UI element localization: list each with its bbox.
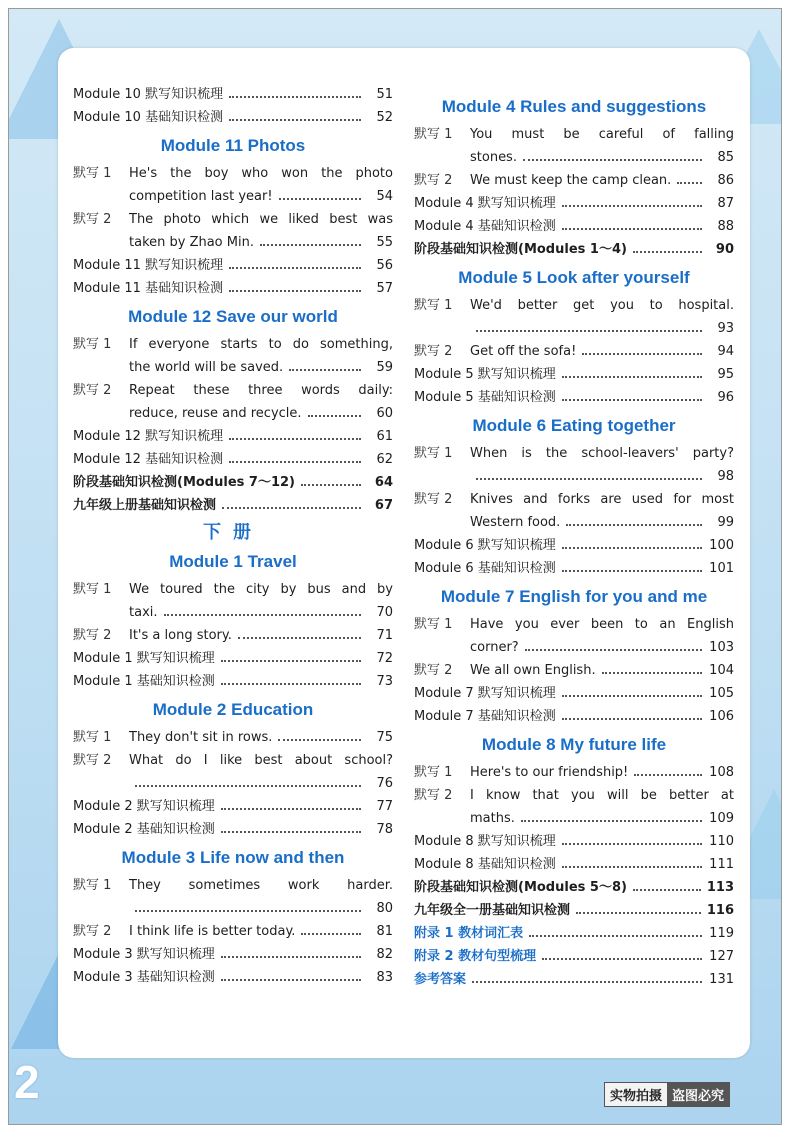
toc-entry[interactable] <box>414 169 734 192</box>
leader-dots <box>562 376 702 378</box>
leader-dots <box>562 547 702 549</box>
entry-label: 默写 2 <box>414 663 453 678</box>
leader-dots <box>562 695 702 697</box>
toc-entry[interactable] <box>414 557 734 580</box>
entry-title: 九年级上册基础知识检测 <box>73 498 217 513</box>
leader-dots <box>562 228 702 230</box>
leader-dots <box>229 290 361 292</box>
module-heading: Module 1 Travel <box>169 552 297 571</box>
leader-dots <box>634 774 702 776</box>
toc-entry[interactable] <box>73 670 393 693</box>
entry-title: Module 2 基础知识检测 <box>73 822 215 837</box>
module-heading: Module 7 English for you and me <box>440 587 708 606</box>
leader-dots <box>521 820 702 822</box>
page-ref: 64 <box>374 475 393 490</box>
page-ref: 62 <box>376 452 393 467</box>
page-ref: 98 <box>717 469 734 484</box>
entry-label: 默写 1 <box>73 166 112 181</box>
entry-title: Western food. <box>470 515 561 530</box>
page-ref: 93 <box>717 321 734 336</box>
leader-dots <box>529 935 702 937</box>
page-ref: 111 <box>709 857 734 872</box>
entry-title: Module 10 基础知识检测 <box>73 110 224 125</box>
leader-dots <box>542 958 702 960</box>
entry-title: They don't sit in rows. <box>129 730 273 745</box>
leader-dots <box>221 683 361 685</box>
toc-entry[interactable] <box>73 471 393 494</box>
page-ref: 67 <box>374 498 393 513</box>
volume-heading: 下册 <box>203 522 263 543</box>
entry-title: stones. <box>470 150 517 165</box>
page-ref: 51 <box>376 87 393 102</box>
toc-left-column <box>73 83 393 989</box>
toc-entry[interactable] <box>414 238 734 261</box>
leader-dots <box>562 570 702 572</box>
page-ref: 81 <box>376 924 393 939</box>
entry-title: Module 1 默写知识梳理 <box>73 651 215 666</box>
page-ref: 95 <box>717 367 734 382</box>
entry-label: 默写 2 <box>414 173 453 188</box>
toc-entry[interactable] <box>73 795 393 818</box>
page-ref: 101 <box>709 561 734 576</box>
entry-title: What do I like best about school? <box>129 753 393 768</box>
page-ref: 96 <box>717 390 734 405</box>
page-ref: 99 <box>717 515 734 530</box>
toc-entry[interactable] <box>73 254 393 277</box>
toc-entry[interactable] <box>414 853 734 876</box>
entry-title: He's the boy who won the photo <box>129 166 393 181</box>
module-heading: Module 8 My future life <box>481 735 667 754</box>
entry-label: 默写 2 <box>73 383 112 398</box>
entry-title: You must be careful of falling <box>470 127 734 142</box>
entry-title: Knives and forks are used for most <box>470 492 734 507</box>
entry-label: 默写 1 <box>414 298 453 313</box>
toc-entry[interactable] <box>414 340 734 363</box>
page-ref: 109 <box>709 811 734 826</box>
entry-title: Module 8 基础知识检测 <box>414 857 556 872</box>
module-heading: Module 12 Save our world <box>128 307 338 326</box>
leader-dots <box>278 739 361 741</box>
entry-title: 参考答案 <box>414 972 467 987</box>
entry-title: maths. <box>470 811 515 826</box>
toc-entry[interactable] <box>73 578 393 624</box>
page-ref: 56 <box>376 258 393 273</box>
page-ref: 131 <box>709 972 734 987</box>
leader-dots <box>633 251 702 253</box>
leader-dots <box>677 182 702 184</box>
entry-label: 默写 2 <box>414 492 453 507</box>
page-ref: 108 <box>709 765 734 780</box>
page-ref: 127 <box>709 949 734 964</box>
page-ref: 100 <box>709 538 734 553</box>
toc-entry[interactable] <box>73 920 393 943</box>
leader-dots <box>135 785 361 787</box>
entry-title: It's a long story. <box>129 628 232 643</box>
module-heading: Module 3 Life now and then <box>121 848 345 867</box>
entry-label: 默写 1 <box>73 878 112 893</box>
entry-title: the world will be saved. <box>129 360 284 375</box>
page-ref: 80 <box>376 901 393 916</box>
toc-entry[interactable] <box>414 534 734 557</box>
page-ref: 55 <box>376 235 393 250</box>
module-heading: Module 11 Photos <box>160 136 306 155</box>
leader-dots <box>602 672 702 674</box>
page-ref: 57 <box>376 281 393 296</box>
entry-title: Have you ever been to an English <box>470 617 734 632</box>
entry-title: taken by Zhao Min. <box>129 235 254 250</box>
leader-dots <box>562 205 702 207</box>
entry-title: taxi. <box>129 605 158 620</box>
page-ref: 77 <box>376 799 393 814</box>
watermark-stamp <box>604 1082 730 1107</box>
toc-entry[interactable] <box>73 448 393 471</box>
toc-entry[interactable] <box>73 966 393 989</box>
toc-right-column <box>414 90 734 991</box>
page-ref: 82 <box>376 947 393 962</box>
entry-title: Module 5 默写知识梳理 <box>414 367 556 382</box>
leader-dots <box>562 866 702 868</box>
entry-label: 默写 2 <box>73 753 112 768</box>
entry-title: reduce, reuse and recycle. <box>129 406 302 421</box>
entry-title: Module 10 默写知识梳理 <box>73 87 224 102</box>
leader-dots <box>308 415 361 417</box>
leader-dots <box>222 507 361 509</box>
leader-dots <box>562 399 702 401</box>
toc-entry[interactable] <box>414 488 734 534</box>
entry-title: Module 7 基础知识检测 <box>414 709 556 724</box>
leader-dots <box>135 910 361 912</box>
entry-label: 默写 2 <box>73 212 112 227</box>
toc-entry[interactable] <box>73 208 393 254</box>
leader-dots <box>525 649 702 651</box>
leader-dots <box>221 808 361 810</box>
toc-entry[interactable] <box>414 945 734 968</box>
entry-title: 阶段基础知识检测(Modules 7～12) <box>73 475 295 490</box>
entry-title: Module 8 默写知识梳理 <box>414 834 556 849</box>
entry-title: Repeat these three words daily: <box>129 383 393 398</box>
leader-dots <box>301 933 361 935</box>
entry-title: The photo which we liked best was <box>129 212 393 227</box>
entry-title: 九年级全一册基础知识检测 <box>414 903 571 918</box>
leader-dots <box>562 718 702 720</box>
page-ref: 72 <box>376 651 393 666</box>
leader-dots <box>279 198 361 200</box>
toc-entry[interactable] <box>73 83 393 106</box>
toc-entry[interactable] <box>414 899 734 922</box>
page-ref: 105 <box>709 686 734 701</box>
toc-entry[interactable] <box>414 784 734 830</box>
page-ref: 94 <box>717 344 734 359</box>
page-ref: 103 <box>709 640 734 655</box>
toc-entry[interactable] <box>414 876 734 899</box>
entry-title: Module 5 基础知识检测 <box>414 390 556 405</box>
entry-label: 默写 1 <box>414 617 453 632</box>
toc-entry[interactable] <box>414 613 734 659</box>
entry-title: 附录 1 教材词汇表 <box>414 926 524 941</box>
page-ref: 106 <box>709 709 734 724</box>
leader-dots <box>566 524 702 526</box>
leader-dots <box>221 831 361 833</box>
toc-entry[interactable] <box>414 761 734 784</box>
page-ref: 59 <box>376 360 393 375</box>
toc-entry[interactable] <box>73 943 393 966</box>
toc-entry[interactable] <box>414 968 734 991</box>
leader-dots <box>472 981 702 983</box>
toc-entry[interactable] <box>414 294 734 340</box>
leader-dots <box>229 119 361 121</box>
entry-title: Module 6 基础知识检测 <box>414 561 556 576</box>
leader-dots <box>523 159 702 161</box>
leader-dots <box>238 637 361 639</box>
entry-title: Module 7 默写知识梳理 <box>414 686 556 701</box>
entry-label: 默写 2 <box>73 628 112 643</box>
entry-title: Module 11 基础知识检测 <box>73 281 224 296</box>
leader-dots <box>476 330 702 332</box>
stamp-left-text: 实物拍摄 <box>605 1083 667 1106</box>
entry-title: We'd better get you to hospital. <box>470 298 734 313</box>
entry-title: We must keep the camp clean. <box>470 173 672 188</box>
page-ref: 87 <box>717 196 734 211</box>
leader-dots <box>476 478 702 480</box>
toc-entry[interactable] <box>73 818 393 841</box>
leader-dots <box>229 267 361 269</box>
toc-entry[interactable] <box>73 106 393 129</box>
module-heading: Module 6 Eating together <box>472 416 676 435</box>
entry-label: 默写 1 <box>73 582 112 597</box>
entry-title: Module 4 基础知识检测 <box>414 219 556 234</box>
entry-title: Module 6 默写知识梳理 <box>414 538 556 553</box>
toc-entry[interactable] <box>414 922 734 945</box>
page-ref: 73 <box>376 674 393 689</box>
page-ref: 52 <box>376 110 393 125</box>
toc-entry[interactable] <box>73 333 393 379</box>
entry-title: Module 11 默写知识梳理 <box>73 258 224 273</box>
entry-title: I think life is better today. <box>129 924 296 939</box>
toc-entry[interactable] <box>414 215 734 238</box>
page-ref: 110 <box>709 834 734 849</box>
entry-title: Get off the sofa! <box>470 344 577 359</box>
page-ref: 54 <box>376 189 393 204</box>
entry-title: 附录 2 教材句型梳理 <box>414 949 537 964</box>
page-ref: 61 <box>376 429 393 444</box>
entry-label: 默写 2 <box>414 788 453 803</box>
toc-entry[interactable] <box>73 162 393 208</box>
leader-dots <box>229 461 361 463</box>
page-ref: 90 <box>715 242 734 257</box>
toc-entry[interactable] <box>73 277 393 300</box>
toc-entry[interactable] <box>73 425 393 448</box>
entry-label: 默写 1 <box>414 127 453 142</box>
page-ref: 88 <box>717 219 734 234</box>
entry-label: 默写 1 <box>73 730 112 745</box>
entry-title: Module 4 默写知识梳理 <box>414 196 556 211</box>
page-ref: 60 <box>376 406 393 421</box>
entry-title: Module 2 默写知识梳理 <box>73 799 215 814</box>
leader-dots <box>164 614 361 616</box>
leader-dots <box>229 438 361 440</box>
leader-dots <box>221 956 361 958</box>
leader-dots <box>576 912 701 914</box>
toc-entry[interactable] <box>414 659 734 682</box>
page-ref: 85 <box>717 150 734 165</box>
page-ref: 70 <box>376 605 393 620</box>
leader-dots <box>221 979 361 981</box>
entry-title: When is the school-leavers' party? <box>470 446 734 461</box>
entry-label: 默写 1 <box>73 337 112 352</box>
entry-title: They sometimes work harder. <box>129 878 393 893</box>
toc-entry[interactable] <box>414 123 734 169</box>
entry-label: 默写 1 <box>414 765 453 780</box>
toc-entry[interactable] <box>73 379 393 425</box>
entry-title: Module 12 基础知识检测 <box>73 452 224 467</box>
leader-dots <box>562 843 702 845</box>
leader-dots <box>229 96 361 98</box>
leader-dots <box>221 660 361 662</box>
leader-dots <box>289 369 361 371</box>
page-ref: 116 <box>706 903 734 918</box>
toc-entry[interactable] <box>73 874 393 920</box>
stamp-right-text: 盗图必究 <box>667 1083 729 1106</box>
toc-entry[interactable] <box>73 494 393 517</box>
page-ref: 119 <box>709 926 734 941</box>
page-ref: 76 <box>376 776 393 791</box>
entry-title: 阶段基础知识检测(Modules 5～8) <box>414 880 627 895</box>
toc-entry[interactable] <box>414 386 734 409</box>
leader-dots <box>633 889 701 891</box>
leader-dots <box>260 244 361 246</box>
entry-title: corner? <box>470 640 519 655</box>
leader-dots <box>582 353 702 355</box>
page-number: 2 <box>14 1056 40 1108</box>
module-heading: Module 4 Rules and suggestions <box>441 97 707 116</box>
entry-title: I know that you will be better at <box>470 788 734 803</box>
toc-entry[interactable] <box>414 830 734 853</box>
page-ref: 104 <box>709 663 734 678</box>
page-ref: 83 <box>376 970 393 985</box>
entry-label: 默写 2 <box>73 924 112 939</box>
page-ref: 71 <box>376 628 393 643</box>
page-ref: 75 <box>376 730 393 745</box>
toc-entry[interactable] <box>414 442 734 488</box>
toc-entry[interactable] <box>414 363 734 386</box>
page-ref: 78 <box>376 822 393 837</box>
entry-title: Module 12 默写知识梳理 <box>73 429 224 444</box>
toc-entry[interactable] <box>414 192 734 215</box>
entry-title: 阶段基础知识检测(Modules 1～4) <box>414 242 627 257</box>
page-ref: 86 <box>717 173 734 188</box>
entry-label: 默写 1 <box>414 446 453 461</box>
entry-title: Module 3 默写知识梳理 <box>73 947 215 962</box>
entry-title: Module 3 基础知识检测 <box>73 970 215 985</box>
entry-title: We toured the city by bus and by <box>129 582 393 597</box>
page-ref: 113 <box>706 880 734 895</box>
toc-entry[interactable] <box>73 647 393 670</box>
entry-title: If everyone starts to do something, <box>129 337 393 352</box>
module-heading: Module 2 Education <box>152 700 314 719</box>
toc-entry[interactable] <box>73 749 393 795</box>
toc-entry[interactable] <box>414 705 734 728</box>
entry-label: 默写 2 <box>414 344 453 359</box>
entry-title: Here's to our friendship! <box>470 765 629 780</box>
entry-title: competition last year! <box>129 189 273 204</box>
toc-entry[interactable] <box>73 726 393 749</box>
toc-entry[interactable] <box>73 624 393 647</box>
module-heading: Module 5 Look after yourself <box>458 268 690 287</box>
entry-title: We all own English. <box>470 663 596 678</box>
entry-title: Module 1 基础知识检测 <box>73 674 215 689</box>
leader-dots <box>301 484 361 486</box>
toc-entry[interactable] <box>414 682 734 705</box>
